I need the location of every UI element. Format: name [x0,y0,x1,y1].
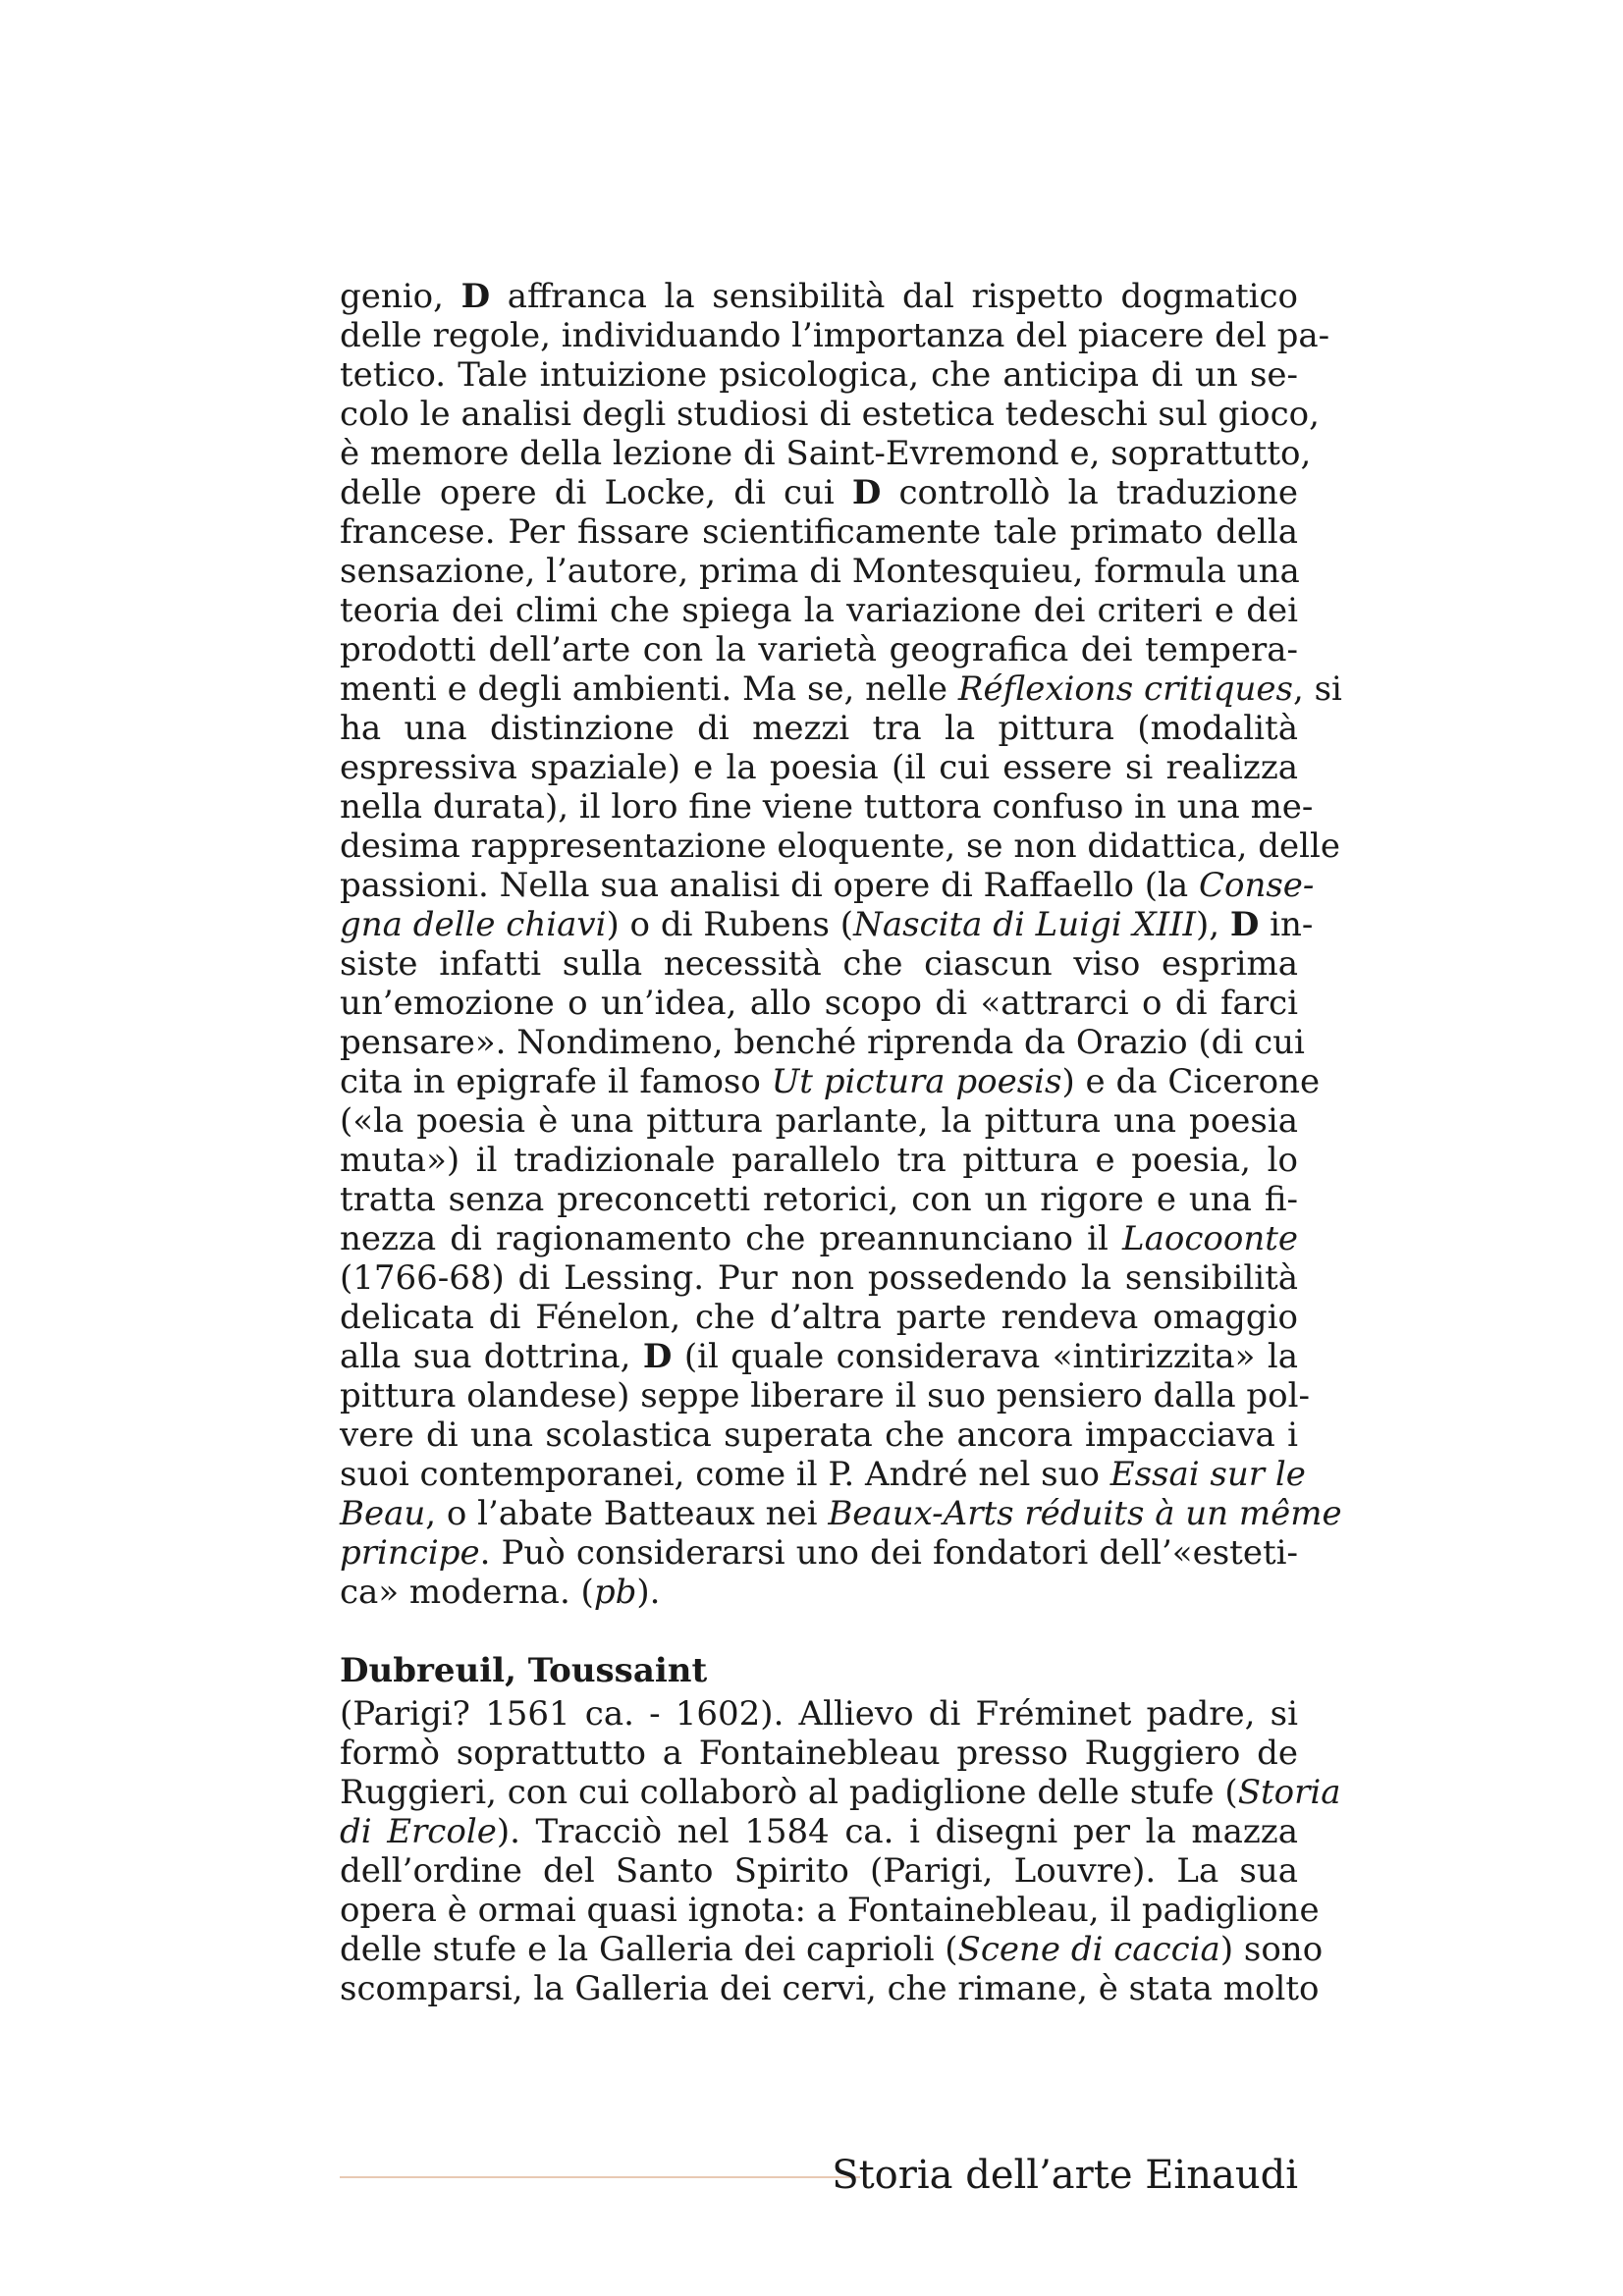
text-line: opera è ormai quasi ignota: a Fontainebleau, il padiglione [340,1891,1320,1930]
italic-title: di Ercole [340,1812,497,1851]
text-line: vere di una scolastica superata che ancora impacciava i [340,1415,1298,1455]
text-line: Ruggieri, con cui collaborò al padiglione delle stufe (Storia [340,1773,1341,1812]
text-line: genio, D affranca la sensibilità dal rispetto dogmatico [340,277,1299,316]
italic-title: Ut pictura poesis [771,1062,1062,1101]
text-line: ca» moderna. (pb). [340,1573,661,1612]
entry-heading: Dubreuil, Toussaint [340,1651,708,1690]
text-line: pensare». Nondimeno, benché riprenda da Orazio (di cui [340,1023,1305,1062]
text-line: formò soprattutto a Fontainebleau presso Ruggiero de [340,1734,1298,1773]
text-line: colo le analisi degli studiosi di estetica tedeschi sul gioco, [340,395,1320,434]
text-line: muta») il tradizionale parallelo tra pittura e poesia, lo [340,1141,1298,1180]
italic-title: Conse- [1198,866,1315,905]
text-line: delle opere di Locke, di cui D controllò la traduzione [340,473,1298,512]
footer-rule [340,2176,860,2178]
italic-title: gna delle chiavi [340,905,607,944]
text-line: tratta senza preconcetti retorici, con un rigore e una fi- [340,1180,1298,1219]
italic-title: Storia [1237,1773,1341,1812]
bold-abbrev: D [1229,905,1260,944]
text-line: scomparsi, la Galleria dei cervi, che rimane, è stata molto [340,1969,1320,2008]
text-line: delle stufe e la Galleria dei caprioli (Scene di caccia) sono [340,1930,1324,1969]
footer-title: Storia dell’arte Einaudi [832,2153,1298,2198]
text-line: («la poesia è una pittura parlante, la pittura una poesia [340,1101,1298,1141]
text-line: (1766-68) di Lessing. Pur non possedendo la sensibilità [340,1258,1298,1298]
text-line: desima rappresentazione eloquente, se non didattica, delle [340,827,1340,866]
text-line: delle regole, individuando l’importanza del piacere del pa- [340,316,1330,355]
text-line: suoi contemporanei, come il P. André nel suo Essai sur le [340,1455,1306,1494]
text-line: di Ercole). Tracciò nel 1584 ca. i disegni per la mazza [340,1812,1298,1851]
entry-body-continuation [340,277,1342,1612]
italic-title: Laocoonte [1122,1219,1298,1258]
text-line: gna delle chiavi) o di Rubens (Nascita di Luigi XIII), D in- [340,905,1314,944]
bold-abbrev: D [851,473,882,512]
text-line: principe. Può considerarsi uno dei fondatori dell’«esteti- [340,1533,1298,1573]
italic-title: pb [593,1573,637,1612]
text-line: sensazione, l’autore, prima di Montesquieu, formula una [340,552,1300,591]
entry-spacer [340,1612,1298,1647]
text-line: nezza di ragionamento che preannunciano il Laocoonte [340,1219,1298,1258]
italic-title: Beaux-Arts réduits à un même [828,1494,1342,1533]
text-line: nella durata), il loro fine viene tuttora confuso in una me- [340,787,1314,827]
text-line: siste infatti sulla necessità che ciascun viso esprima [340,944,1298,984]
italic-title: Nascita di Luigi XIII [853,905,1196,944]
text-line: tetico. Tale intuizione psicologica, che anticipa di un se- [340,355,1298,395]
italic-title: Réflexions critiques [957,669,1293,709]
text-line: è memore della lezione di Saint-Evremond e, soprattutto, [340,434,1312,473]
text-line: teoria dei climi che spiega la variazione dei criteri e dei [340,591,1298,630]
bold-abbrev: D [460,277,491,316]
text-line: pittura olandese) seppe liberare il suo pensiero dalla pol- [340,1376,1310,1415]
italic-title: Scene di caccia [957,1930,1220,1969]
bold-abbrev: D [642,1337,673,1376]
text-line: francese. Per fissare scientificamente tale primato della [340,512,1298,552]
entry-body [340,1694,1341,2008]
text-column [340,277,1342,2008]
text-line: delicata di Fénelon, che d’altra parte rendeva omaggio [340,1298,1298,1337]
text-line: ha una distinzione di mezzi tra la pittura (modalità [340,709,1298,748]
text-line: menti e degli ambienti. Ma se, nelle Réflexions critiques, si [340,669,1342,709]
text-line: alla sua dottrina, D (il quale considerava «intirizzita» la [340,1337,1298,1376]
italic-title: Essai sur le [1109,1455,1306,1494]
text-line: prodotti dell’arte con la varietà geografica dei tempera- [340,630,1298,669]
italic-title: Beau [340,1494,426,1533]
italic-title: principe [340,1533,480,1573]
text-line: Beau, o l’abate Batteaux nei Beaux-Arts réduits à un même [340,1494,1342,1533]
text-line: passioni. Nella sua analisi di opere di Raffaello (la Conse- [340,866,1315,905]
text-line: dell’ordine del Santo Spirito (Parigi, Louvre). La sua [340,1851,1298,1891]
text-line: un’emozione o un’idea, allo scopo di «attrarci o di farci [340,984,1298,1023]
text-line: espressiva spaziale) e la poesia (il cui essere si realizza [340,748,1298,787]
text-line: cita in epigrafe il famoso Ut pictura poesis) e da Cicerone [340,1062,1321,1101]
text-line: (Parigi? 1561 ca. - 1602). Allievo di Fréminet padre, si [340,1694,1298,1734]
